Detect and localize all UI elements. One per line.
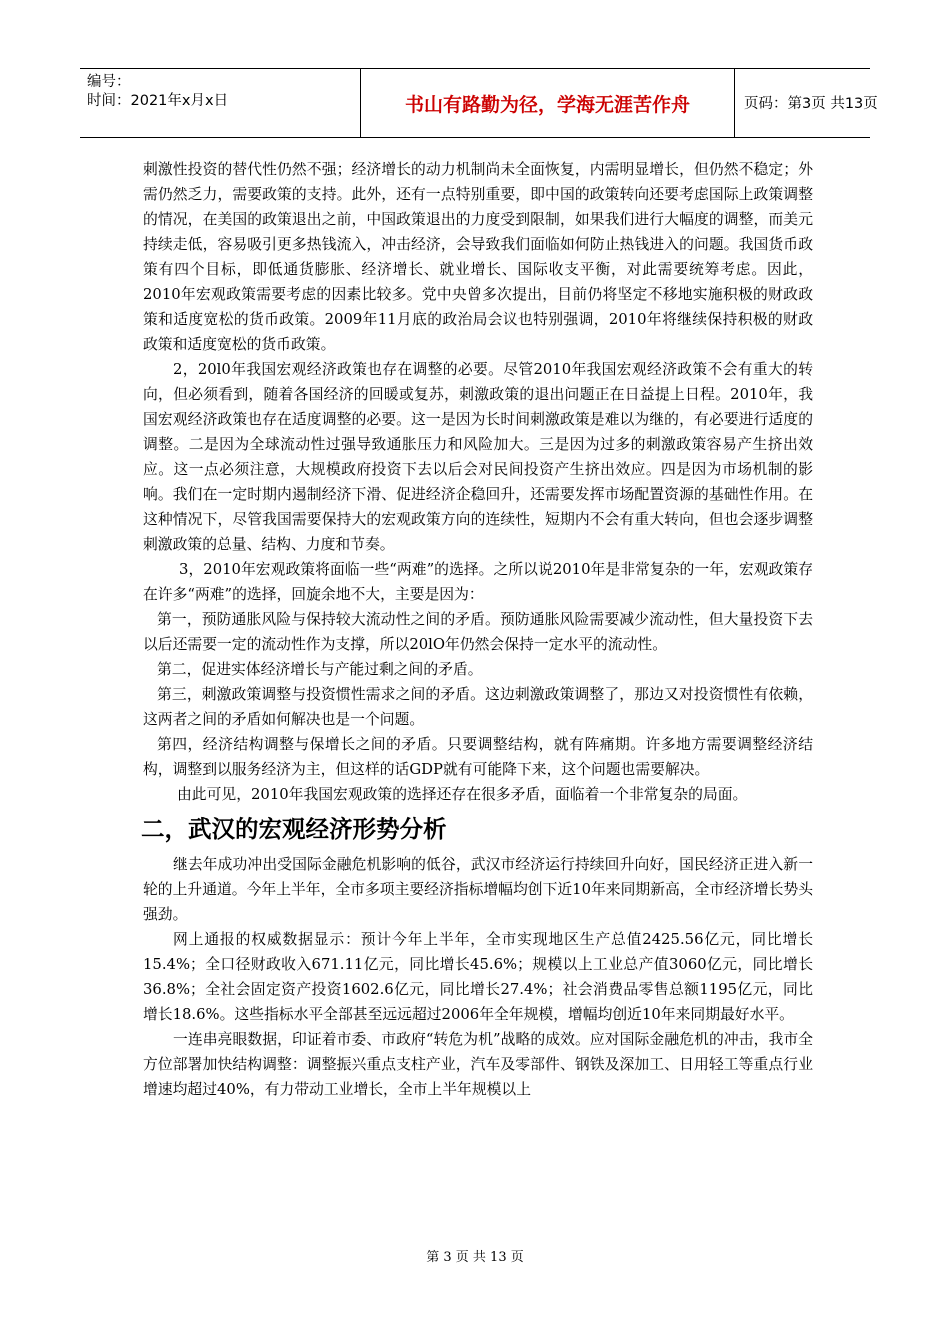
- paragraph-4: 第一，预防通胀风险与保持较大流动性之间的矛盾。预防通胀风险需要减少流动性，但大量投资下去以后还需要一定的流动性作为支撑，所以20lO年仍然会保持一定水平的流动性。: [143, 611, 813, 653]
- header-slogan-box: [360, 69, 735, 137]
- paragraph-11: 一连串亮眼数据，印证着市委、市政府“转危为机”战略的成效。应对国际金融危机的冲击，我市全方位部署加快结构调整：调整振兴重点支柱产业，汽车及零部件、钢铁及深加工、日用轻工等重点行业增速均超过40%，有力带动工业增长，全市上半年规模以上: [143, 1031, 813, 1098]
- paragraph-8: 由此可见，2010年我国宏观政策的选择还存在很多矛盾，面临着一个非常复杂的局面。: [177, 786, 748, 803]
- paragraph-1: 刺激性投资的替代性仍然不强；经济增长的动力机制尚未全面恢复，内需明显增长，但仍然不稳定；外需仍然乏力，需要政策的支持。此外，还有一点特别重要，即中国的政策转向还要考虑国际上政策调整的情况，在美国的政策退出之前，中国政策退出的力度受到限制，如果我们进行大幅度的调整，而美元持续走低，容易吸引更多热钱流入，冲击经济，会导致我们面临如何防止热钱进入的问题。我国货币政策有四个目标，即低通货膨胀、经济增长、就业增长、国际收支平衡，对此需要统筹考虑。因此，2010年宏观政策需要考虑的因素比较多。党中央曾多次提出，目前仍将坚定不移地实施积极的财政政策和适度宽松的货币政策。2009年11月底的政治局会议也特别强调，2010年将继续保持积极的财政政策和适度宽松的货币政策。: [143, 161, 813, 353]
- paragraph-5: 第二，促进实体经济增长与产能过剩之间的矛盾。: [157, 661, 483, 678]
- paragraph-9: 继去年成功冲出受国际金融危机影响的低谷，武汉市经济运行持续回升向好，国民经济正进入新一轮的上升通道。今年上半年，全市多项主要经济指标增幅均创下近10年来同期新高，全市经济增长势头强劲。: [143, 856, 813, 923]
- paragraph-10: 网上通报的权威数据显示：预计今年上半年，全市实现地区生产总值2425.56亿元，同比增长15.4%；全口径财政收入671.11亿元，同比增长45.6%；规模以上工业总产值3060亿元，同比增长36.8%；全社会固定资产投资1602.6亿元，同比增长27.4%；社会消费品零售总额1195亿元，同比增长18.6%。这些指标水平全部甚至远远超过2006年全年规模，增幅均创近10年来同期最好水平。: [143, 931, 813, 1023]
- serial-number-label: 编号：: [87, 74, 131, 90]
- header-slogan: 书山有路勤为径，学海无涯苦作舟: [404, 94, 690, 116]
- page-header: [80, 68, 878, 138]
- page-footer: 第 3 页 共 13 页: [426, 1250, 524, 1265]
- header-meta: [80, 69, 280, 137]
- paragraph-3: 3，2010年宏观政策将面临一些“两难”的选择。之所以说2010年是非常复杂的一年，宏观政策存在许多“两难”的选择，回旋余地不大，主要是因为：: [143, 561, 813, 603]
- paragraph-2: 2，20l0年我国宏观经济政策也存在调整的必要。尽管2010年我国宏观经济政策不会有重大的转向，但必须看到，随着各国经济的回暖或复苏，刺激政策的退出问题正在日益提上日程。2010年，我国宏观经济政策也存在适度调整的必要。这一是因为长时间刺激政策是难以为继的，有必要进行适度的调整。二是因为全球流动性过强导致通胀压力和风险加大。三是因为过多的刺激政策容易产生挤出效应。这一点必须注意，大规模政府投资下去以后会对民间投资产生挤出效应。四是因为市场机制的影响。我们在一定时期内遏制经济下滑、促进经济企稳回升，还需要发挥市场配置资源的基础性作用。在这种情况下，尽管我国需要保持大的宏观政策方向的连续性，短期内不会有重大转向，但也会逐步调整刺激政策的总量、结构、力度和节奏。: [143, 361, 813, 553]
- date-label: 时间：2021年x月x日: [87, 93, 229, 109]
- section-heading: 二，武汉的宏观经济形势分析: [141, 815, 447, 843]
- paragraph-6: 第三，刺激政策调整与投资惯性需求之间的矛盾。这边刺激政策调整了，那边又对投资惯性有依赖，这两者之间的矛盾如何解决也是一个问题。: [143, 686, 813, 728]
- paragraph-7: 第四，经济结构调整与保增长之间的矛盾。只要调整结构，就有阵痛期。许多地方需要调整经济结构，调整到以服务经济为主，但这样的话GDP就有可能降下来，这个问题也需要解决。: [143, 736, 813, 778]
- document-body: [143, 157, 813, 1102]
- header-page-number: 页码：第3页 共13页: [744, 96, 878, 112]
